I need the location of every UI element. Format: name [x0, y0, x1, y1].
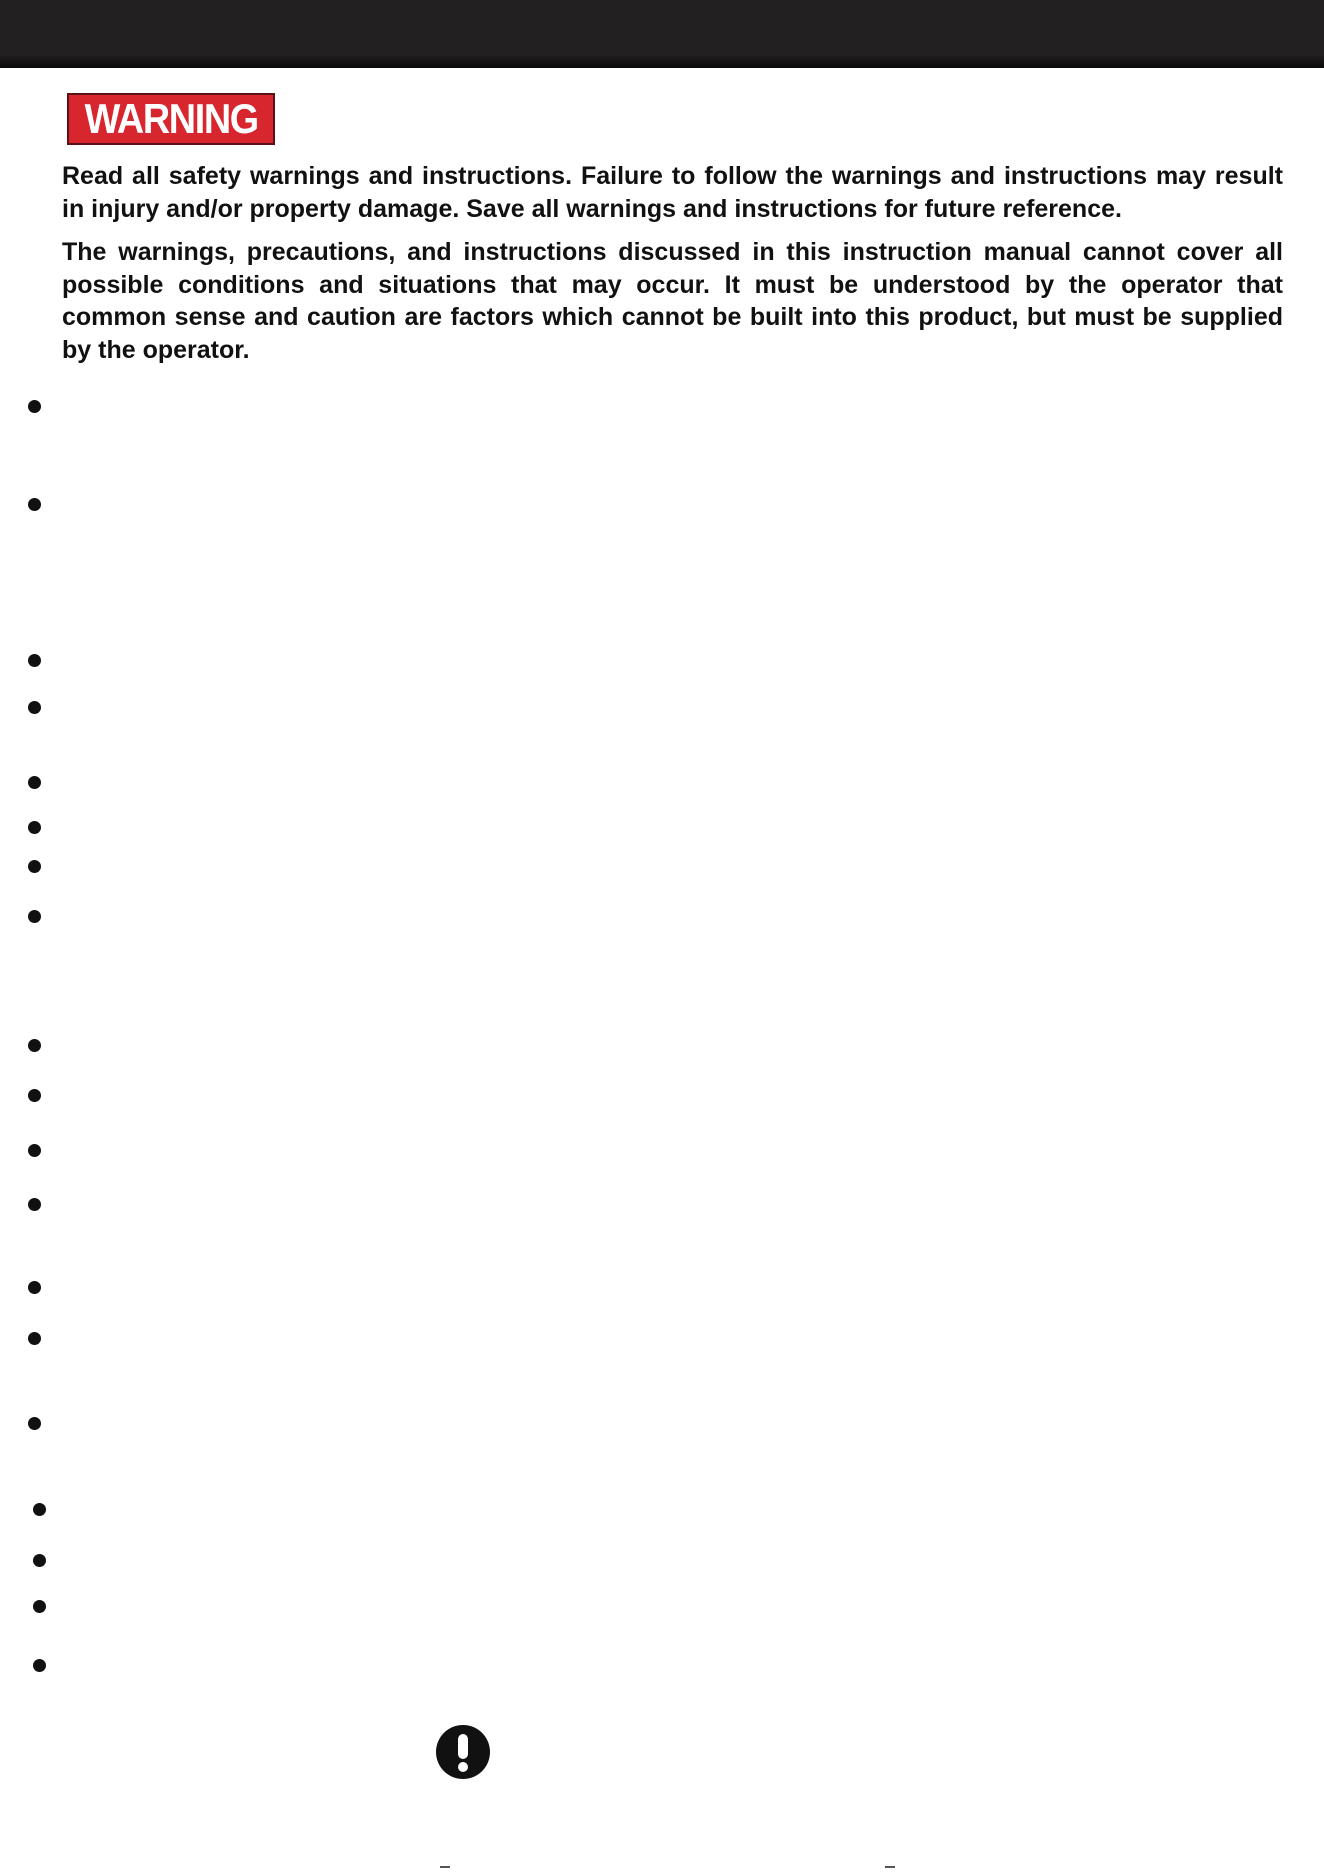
list-bullet	[33, 1600, 46, 1613]
list-bullet	[28, 1417, 41, 1430]
list-bullet	[28, 1144, 41, 1157]
intro-paragraph-2: The warnings, precautions, and instructions discussed in this instruction manual cannot cover all possible conditions and situations that may occur. It must be understood by the operator that common sense and caution are factors which cannot be built into this product, but must be supplied by the operator.	[62, 238, 1283, 364]
list-bullet	[33, 1503, 46, 1516]
list-bullet	[28, 776, 41, 789]
list-bullet	[28, 821, 41, 834]
list-bullet	[28, 860, 41, 873]
list-bullet	[28, 1039, 41, 1052]
warning-label	[67, 93, 275, 145]
exclamation-circle-icon	[436, 1725, 490, 1779]
intro-paragraph-1: Read all safety warnings and instructions. Failure to follow the warnings and instructions may result in injury and/or property damage. Save all warnings and instructions for future reference.	[62, 162, 1283, 223]
list-bullet	[28, 498, 41, 511]
list-bullet	[28, 1332, 41, 1345]
list-bullet	[33, 1554, 46, 1567]
list-bullet	[28, 1198, 41, 1211]
page-edge-mark	[885, 1866, 895, 1868]
header-bar	[0, 0, 1324, 68]
warning-label-text: WARNING	[84, 95, 258, 142]
list-bullet	[28, 1089, 41, 1102]
page-edge-mark	[440, 1866, 450, 1868]
list-bullet	[28, 701, 41, 714]
list-bullet	[33, 1659, 46, 1672]
list-bullet	[28, 654, 41, 667]
list-bullet	[28, 910, 41, 923]
list-bullet	[28, 400, 41, 413]
list-bullet	[28, 1281, 41, 1294]
